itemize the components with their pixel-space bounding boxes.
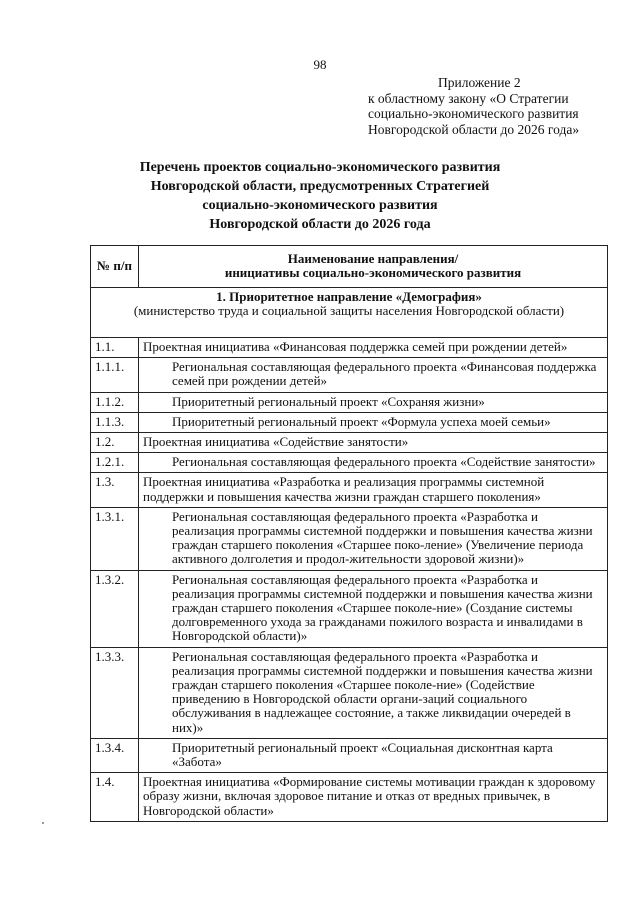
table-row	[91, 738, 608, 772]
row-num: 1.3.	[91, 473, 139, 507]
table-row	[91, 773, 608, 822]
title-line-2: Новгородской области, предусмотренных Стратегией	[150, 179, 490, 194]
table-row	[91, 433, 608, 453]
row-num: 1.3.3.	[91, 647, 139, 738]
document-title	[90, 158, 550, 234]
row-num: 1.1.2.	[91, 392, 139, 412]
table-row	[91, 507, 608, 570]
row-num: 1.3.4.	[91, 738, 139, 772]
appendix-note	[368, 75, 608, 137]
section-row	[91, 288, 608, 338]
row-text: Приоритетный региональный проект «Социальная дисконтная карта «Забота»	[139, 738, 608, 772]
row-num: 1.3.1.	[91, 507, 139, 570]
appendix-line-1: Приложение 2	[438, 75, 521, 90]
row-num: 1.1.1.	[91, 358, 139, 392]
table-row	[91, 358, 608, 392]
projects-table	[90, 245, 608, 822]
row-text: Приоритетный региональный проект «Формула успеха моей семьи»	[139, 412, 608, 432]
header-num: № п/п	[91, 246, 139, 288]
row-num: 1.4.	[91, 773, 139, 822]
table-header-row	[91, 246, 608, 288]
row-num: 1.2.1.	[91, 453, 139, 473]
table-row	[91, 392, 608, 412]
row-text: Региональная составляющая федерального проекта «Разработка и реализация программы системной поддержки и повышения качества жизни граждан старшего поколения «Старшее поко-ление» (Увеличение периода активного долголетия и продол-жительности здоровой жизни)»	[139, 507, 608, 570]
row-text: Региональная составляющая федерального проекта «Содействие занятости»	[139, 453, 608, 473]
table-row	[91, 338, 608, 358]
row-num: 1.3.2.	[91, 570, 139, 647]
row-text: Проектная инициатива «Формирование системы мотивации граждан к здоровому образу жизни, включая здоровое питание и отказ от вредных привычек, в Новгородской области»	[139, 773, 608, 822]
table-row	[91, 647, 608, 738]
appendix-line-3: социально-экономического развития	[368, 106, 579, 121]
title-line-3: социально-экономического развития	[202, 198, 438, 213]
table-row	[91, 453, 608, 473]
row-text: Региональная составляющая федерального проекта «Финансовая поддержка семей при рождении детей»	[139, 358, 608, 392]
section-cell	[91, 288, 608, 338]
row-text: Проектная инициатива «Финансовая поддержка семей при рождении детей»	[139, 338, 608, 358]
section-subtitle: (министерство труда и социальной защиты населения Новгородской области)	[133, 303, 565, 319]
table-row	[91, 473, 608, 507]
title-line-4: Новгородской области до 2026 года	[209, 217, 431, 232]
scan-speck	[42, 822, 44, 824]
row-text: Проектная инициатива «Содействие занятости»	[139, 433, 608, 453]
appendix-line-4: Новгородской области до 2026 года»	[368, 121, 580, 137]
header-name-line-1: Наименование направления/	[287, 250, 459, 266]
page-number: 98	[313, 57, 327, 72]
row-num: 1.2.	[91, 433, 139, 453]
header-name	[139, 246, 608, 288]
header-name-line-2: инициативы социально-экономического развития	[224, 265, 522, 280]
row-text: Региональная составляющая федерального проекта «Разработка и реализация программы системной поддержки и повышения качества жизни граждан старшего поколения «Старшее поколе-ние» (Содействие приведению в Новгородской области органи-заций социального обслуживания в надлежащее состояние, а также ликвидации очередей в них)»	[139, 647, 608, 738]
row-text: Региональная составляющая федерального проекта «Разработка и реализация программы системной поддержки и повышения качества жизни граждан старшего поколения «Старшее поколе-ние» (Создание системы долговременного ухода за гражданами пожилого возраста и инвалидами в Новгородской области)»	[139, 570, 608, 647]
section-title: 1. Приоритетное направление «Демография»	[216, 289, 482, 304]
title-line-1: Перечень проектов социально-экономического развития	[139, 160, 501, 175]
row-text: Приоритетный региональный проект «Сохраняя жизни»	[139, 392, 608, 412]
table-row	[91, 570, 608, 647]
appendix-line-2: к областному закону «О Стратегии	[368, 90, 569, 106]
row-text: Проектная инициатива «Разработка и реализация программы системной поддержки и повышения качества жизни граждан старшего поколения»	[139, 473, 608, 507]
row-num: 1.1.	[91, 338, 139, 358]
table-row	[91, 412, 608, 432]
row-num: 1.1.3.	[91, 412, 139, 432]
